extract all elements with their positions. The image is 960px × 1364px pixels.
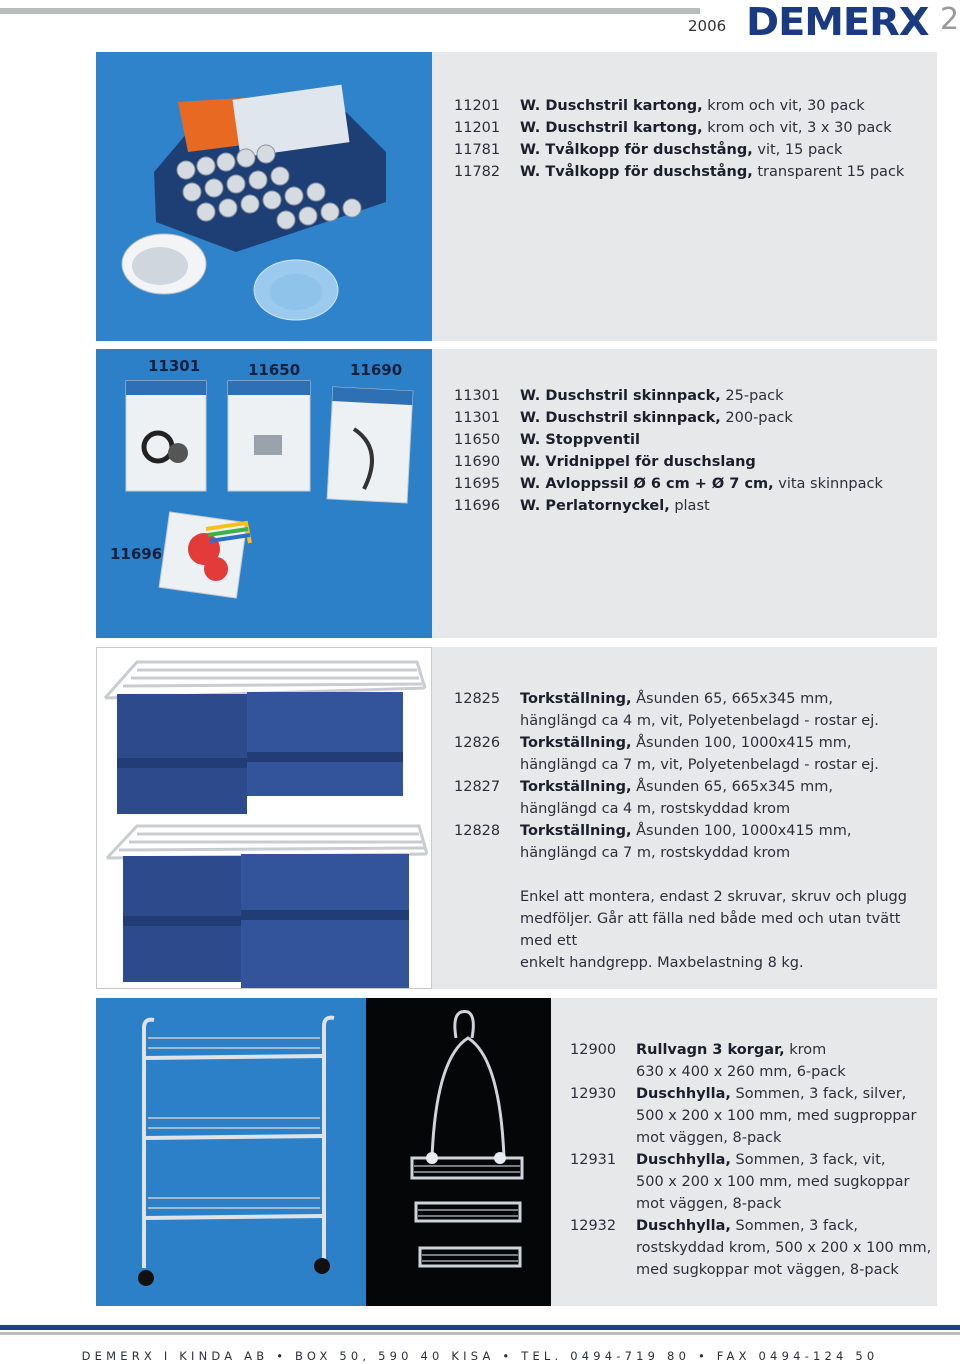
product-details: vita skinnpack: [773, 476, 883, 492]
footer-rule-grey: [0, 1332, 960, 1335]
product-list-trolley-shelves: [570, 1039, 931, 1281]
photo-label: 11301: [148, 357, 201, 375]
product-details: med sugkoppar mot väggen, 8-pack: [636, 1262, 899, 1278]
photo-label: 11650: [248, 361, 301, 379]
product-code: [570, 1061, 636, 1083]
footer-contact: DEMERX I KINDA AB • BOX 50, 590 40 KISA • TEL. 0494-719 80 • FAX 0494-124 50: [81, 1349, 879, 1363]
note-line: medföljer. Går att fälla ned både med och utan tvätt med ett: [520, 911, 901, 949]
product-panel-skinpacks: [96, 349, 937, 638]
product-row: [570, 1237, 931, 1259]
product-details: Sommen, 3 fack,: [730, 1218, 858, 1234]
product-row: [570, 1105, 931, 1127]
product-details: 630 x 400 x 260 mm, 6-pack: [636, 1064, 846, 1080]
product-code: 11301: [454, 388, 501, 404]
product-details: krom och vit, 30 pack: [702, 98, 865, 114]
product-row: [570, 1171, 931, 1193]
product-panel-trolley-shelves: [96, 998, 937, 1306]
note-line: enkelt handgrepp. Maxbelastning 8 kg.: [520, 955, 804, 971]
product-row: [454, 776, 879, 798]
product-code: 11696: [454, 498, 501, 514]
product-details: 500 x 200 x 100 mm, med sugkoppar: [636, 1174, 910, 1190]
header-rule: [0, 8, 700, 14]
product-name: W. Stoppventil: [520, 432, 640, 448]
product-name: W. Duschstril skinnpack,: [520, 410, 721, 426]
product-name: W. Avloppssil Ø 6 cm + Ø 7 cm,: [520, 476, 774, 492]
product-details: hänglängd ca 4 m, vit, Polyetenbelagd - rostar ej.: [520, 713, 879, 729]
product-code: [570, 1127, 636, 1149]
product-code: [454, 710, 520, 732]
product-details: hänglängd ca 7 m, vit, Polyetenbelagd - rostar ej.: [520, 757, 879, 773]
product-code: 11782: [454, 164, 501, 180]
product-list-skinpacks: [454, 385, 883, 517]
product-details: Åsunden 65, 665x345 mm,: [631, 779, 833, 795]
product-code: 12930: [570, 1086, 617, 1102]
product-row: [570, 1149, 931, 1171]
product-row: [454, 95, 904, 117]
mounting-note: [520, 886, 937, 974]
footer-rule-blue: [0, 1325, 960, 1330]
product-details: 200-pack: [720, 410, 793, 426]
product-code: [570, 1171, 636, 1193]
product-code: [454, 754, 520, 776]
product-code: 12825: [454, 691, 501, 707]
product-name: W. Tvålkopp för duschstång,: [520, 164, 753, 180]
product-row: [454, 688, 879, 710]
product-code: 12828: [454, 823, 501, 839]
product-code: [570, 1105, 636, 1127]
product-name: Torkställning,: [520, 691, 632, 707]
product-code: 11695: [454, 476, 501, 492]
photo-label: 11696: [110, 545, 163, 563]
product-details: Åsunden 100, 1000x415 mm,: [631, 735, 852, 751]
product-row: [454, 473, 883, 495]
product-code: 12827: [454, 779, 501, 795]
product-name: W. Tvålkopp för duschstång,: [520, 142, 753, 158]
product-list-shower-filters: [454, 95, 904, 183]
product-code: 12900: [570, 1042, 617, 1058]
product-code: 11301: [454, 410, 501, 426]
product-photo-trolley-and-shower-shelf: [96, 998, 551, 1306]
product-details: krom och vit, 3 x 30 pack: [702, 120, 892, 136]
product-code: 11650: [454, 432, 501, 448]
product-row: [570, 1127, 931, 1149]
product-row: [454, 139, 904, 161]
product-details: plast: [669, 498, 710, 514]
product-photo-shower-filter-display: [96, 52, 432, 341]
product-code: 11201: [454, 98, 501, 114]
product-row: [454, 407, 883, 429]
product-code: 11781: [454, 142, 501, 158]
product-code: [570, 1193, 636, 1215]
product-code: 11690: [454, 454, 501, 470]
product-details: mot väggen, 8-pack: [636, 1130, 782, 1146]
product-code: 12826: [454, 735, 501, 751]
product-details: 25-pack: [720, 388, 784, 404]
product-details: transparent 15 pack: [752, 164, 905, 180]
product-row: [570, 1215, 931, 1237]
product-row: [454, 842, 879, 864]
product-row: [454, 495, 883, 517]
product-row: [454, 732, 879, 754]
product-list-drying-racks: [454, 688, 879, 864]
product-details: hänglängd ca 4 m, rostskyddad krom: [520, 801, 791, 817]
catalog-year: 2006: [688, 17, 727, 35]
product-name: Rullvagn 3 korgar,: [636, 1042, 785, 1058]
product-name: Duschhylla,: [636, 1218, 731, 1234]
product-details: rostskyddad krom, 500 x 200 x 100 mm,: [636, 1240, 932, 1256]
product-name: W. Perlatornyckel,: [520, 498, 670, 514]
product-row: [454, 385, 883, 407]
product-details: krom: [784, 1042, 827, 1058]
product-row: [570, 1039, 931, 1061]
product-row: [454, 710, 879, 732]
product-photo-skinpacks: [96, 349, 432, 638]
product-name: Duschhylla,: [636, 1152, 731, 1168]
product-details: Sommen, 3 fack, silver,: [730, 1086, 907, 1102]
product-details: vit, 15 pack: [752, 142, 843, 158]
product-name: W. Vridnippel för duschslang: [520, 454, 756, 470]
product-code: [454, 842, 520, 864]
product-code: 12932: [570, 1218, 617, 1234]
product-code: 12931: [570, 1152, 617, 1168]
product-row: [570, 1061, 931, 1083]
product-details: 500 x 200 x 100 mm, med sugproppar: [636, 1108, 917, 1124]
product-row: [454, 451, 883, 473]
product-code: [570, 1259, 636, 1281]
photo-label: 11690: [350, 361, 403, 379]
product-row: [454, 798, 879, 820]
product-row: [454, 820, 879, 842]
product-row: [454, 161, 904, 183]
product-details: Åsunden 65, 665x345 mm,: [631, 691, 833, 707]
product-name: Torkställning,: [520, 735, 632, 751]
product-details: Åsunden 100, 1000x415 mm,: [631, 823, 852, 839]
product-name: Torkställning,: [520, 823, 632, 839]
product-panel-drying-racks: [96, 647, 937, 989]
product-row: [570, 1193, 931, 1215]
page-number: 2: [940, 2, 960, 37]
product-row: [570, 1083, 931, 1105]
product-details: Sommen, 3 fack, vit,: [730, 1152, 886, 1168]
product-row: [454, 429, 883, 451]
product-photo-drying-racks: [96, 647, 432, 989]
product-details: hänglängd ca 7 m, rostskyddad krom: [520, 845, 791, 861]
product-code: [454, 798, 520, 820]
product-row: [570, 1259, 931, 1281]
product-details: mot väggen, 8-pack: [636, 1196, 782, 1212]
product-name: W. Duschstril skinnpack,: [520, 388, 721, 404]
product-name: Torkställning,: [520, 779, 632, 795]
product-row: [454, 754, 879, 776]
product-code: 11201: [454, 120, 501, 136]
product-name: W. Duschstril kartong,: [520, 98, 703, 114]
product-name: Duschhylla,: [636, 1086, 731, 1102]
product-row: [454, 117, 904, 139]
product-code: [570, 1237, 636, 1259]
product-name: W. Duschstril kartong,: [520, 120, 703, 136]
note-line: Enkel att montera, endast 2 skruvar, skruv och plugg: [520, 889, 907, 905]
product-panel-shower-filters: [96, 52, 937, 341]
brand-logo: DEMERX: [746, 0, 929, 44]
